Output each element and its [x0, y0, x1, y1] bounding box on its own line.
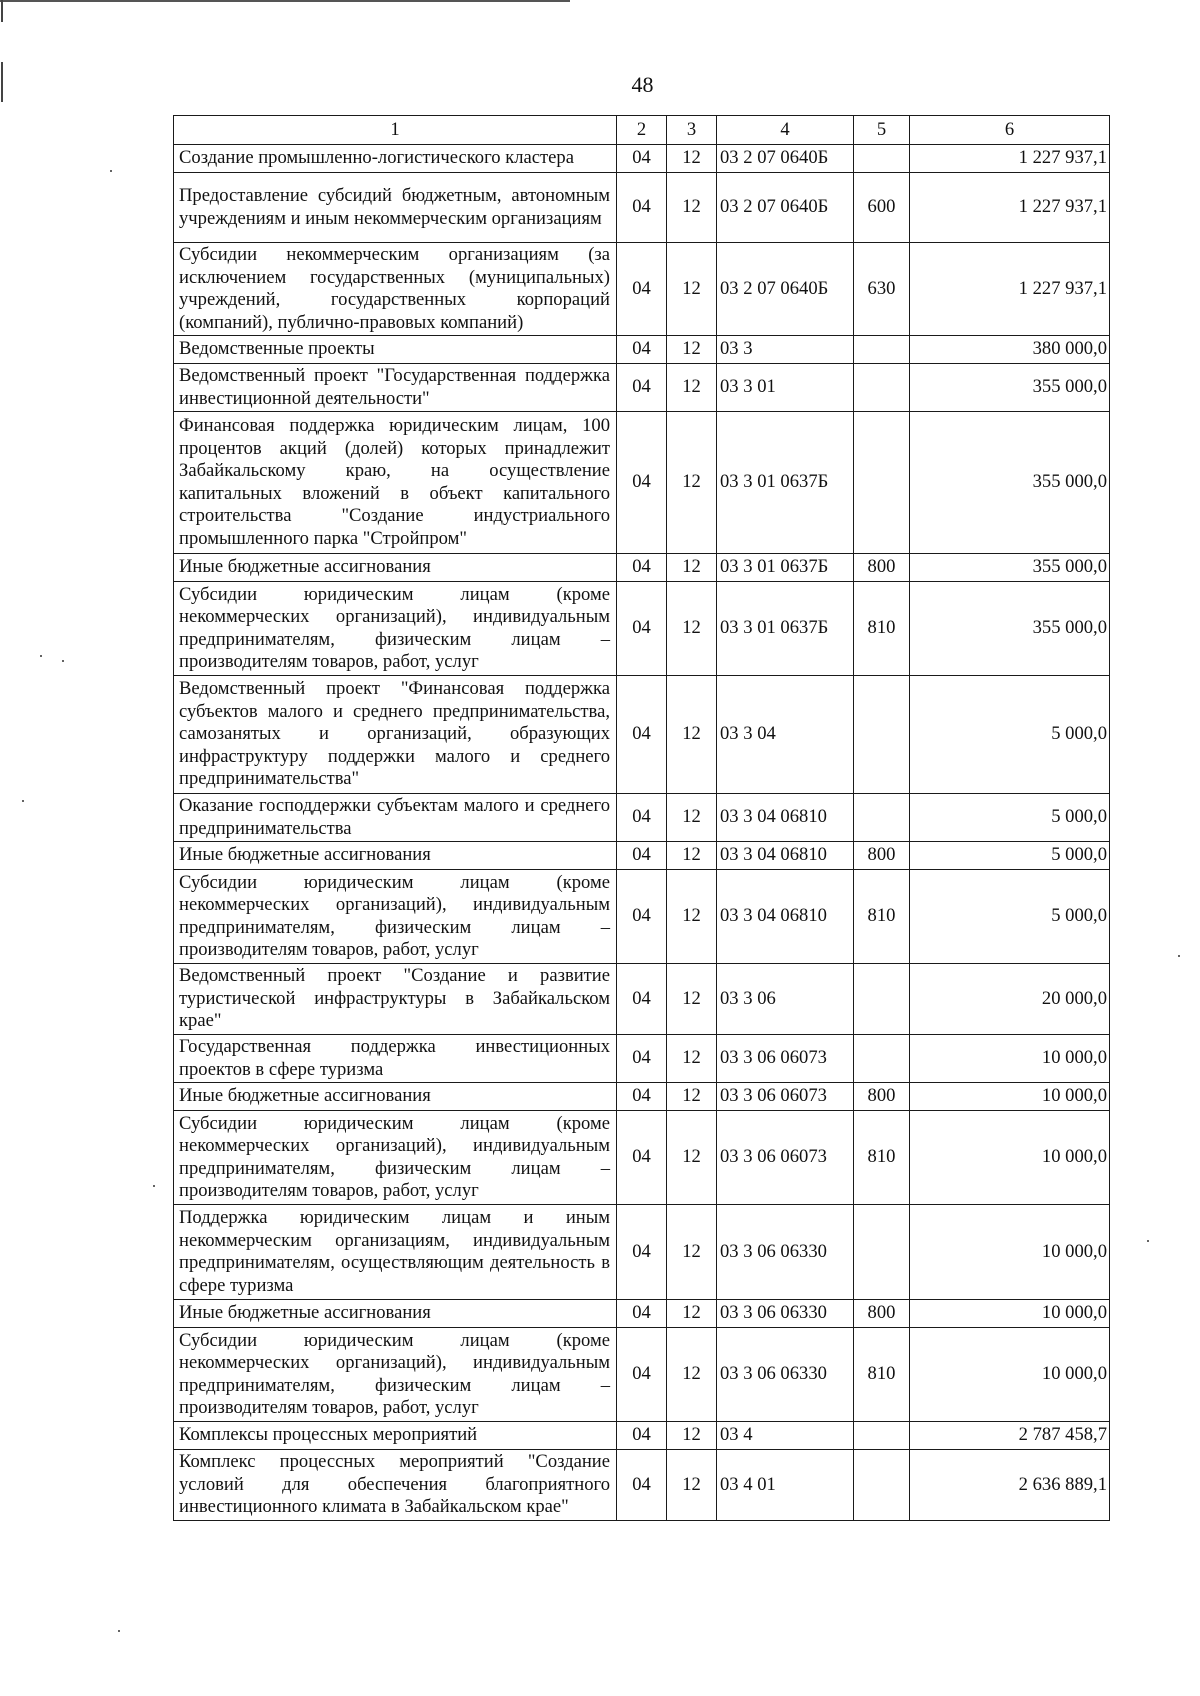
row-section: 04: [617, 1422, 667, 1450]
row-subsection: 12: [667, 145, 717, 173]
column-header-expense-type: 5: [854, 116, 910, 145]
table-row: [174, 364, 1110, 412]
table-row: [174, 582, 1110, 676]
row-expense-type: 810: [854, 582, 910, 676]
row-section: 04: [617, 964, 667, 1035]
row-subsection: 12: [667, 1083, 717, 1111]
row-expense-type: 800: [854, 554, 910, 582]
row-subsection: 12: [667, 1422, 717, 1450]
row-section: 04: [617, 582, 667, 676]
row-amount: 1 227 937,1: [910, 145, 1110, 173]
scan-left-mark: [1, 0, 3, 22]
table-row: [174, 243, 1110, 336]
row-subsection: 12: [667, 1300, 717, 1328]
row-subsection: 12: [667, 1035, 717, 1083]
row-name: Иные бюджетные ассигнования: [174, 842, 617, 870]
scan-dot: [22, 800, 24, 802]
row-amount: 1 227 937,1: [910, 243, 1110, 336]
row-expense-type: [854, 1035, 910, 1083]
row-subsection: 12: [667, 554, 717, 582]
row-section: 04: [617, 1083, 667, 1111]
row-name: Субсидии юридическим лицам (кроме некоммерческих организаций), индивидуальным предпринимателям, физическим лицам – производителям товаров, работ, услуг: [174, 1111, 617, 1205]
row-target-article: 03 3 06: [717, 964, 854, 1035]
row-target-article: 03 3 06 06073: [717, 1083, 854, 1111]
table-row: [174, 336, 1110, 364]
row-amount: 20 000,0: [910, 964, 1110, 1035]
row-target-article: 03 3 01 0637Б: [717, 582, 854, 676]
row-section: 04: [617, 336, 667, 364]
row-name: Комплексы процессных мероприятий: [174, 1422, 617, 1450]
table-row: [174, 1300, 1110, 1328]
row-amount: 10 000,0: [910, 1083, 1110, 1111]
row-target-article: 03 3 01: [717, 364, 854, 412]
budget-table: [173, 115, 1110, 1521]
scan-top-rule: [0, 0, 570, 2]
row-expense-type: [854, 145, 910, 173]
row-amount: 1 227 937,1: [910, 173, 1110, 243]
row-target-article: 03 4 01: [717, 1450, 854, 1521]
row-target-article: 03 3 04: [717, 676, 854, 794]
table-row: [174, 412, 1110, 554]
row-subsection: 12: [667, 243, 717, 336]
row-name: Субсидии юридическим лицам (кроме некоммерческих организаций), индивидуальным предпринимателям, физическим лицам – производителям товаров, работ, услуг: [174, 582, 617, 676]
row-amount: 10 000,0: [910, 1328, 1110, 1422]
row-name: Субсидии юридическим лицам (кроме некоммерческих организаций), индивидуальным предпринимателям, физическим лицам – производителям товаров, работ, услуг: [174, 870, 617, 964]
row-section: 04: [617, 676, 667, 794]
row-subsection: 12: [667, 870, 717, 964]
row-amount: 355 000,0: [910, 554, 1110, 582]
row-amount: 10 000,0: [910, 1300, 1110, 1328]
row-expense-type: [854, 964, 910, 1035]
row-section: 04: [617, 173, 667, 243]
row-section: 04: [617, 1111, 667, 1205]
row-amount: 2 787 458,7: [910, 1422, 1110, 1450]
row-name: Оказание господдержки субъектам малого и среднего предпринимательства: [174, 794, 617, 842]
row-name: Государственная поддержка инвестиционных проектов в сфере туризма: [174, 1035, 617, 1083]
row-target-article: 03 3 04 06810: [717, 794, 854, 842]
table-row: [174, 1035, 1110, 1083]
table-row: [174, 676, 1110, 794]
row-target-article: 03 2 07 0640Б: [717, 243, 854, 336]
row-name: Ведомственный проект "Государственная поддержка инвестиционной деятельности": [174, 364, 617, 412]
row-expense-type: 630: [854, 243, 910, 336]
row-expense-type: 600: [854, 173, 910, 243]
row-target-article: 03 3 01 0637Б: [717, 412, 854, 554]
row-amount: 10 000,0: [910, 1111, 1110, 1205]
row-name: Предоставление субсидий бюджетным, автономным учреждениям и иным некоммерческим организациям: [174, 173, 617, 243]
row-name: Иные бюджетные ассигнования: [174, 1300, 617, 1328]
row-amount: 5 000,0: [910, 794, 1110, 842]
table-row: [174, 842, 1110, 870]
row-name: Поддержка юридическим лицам и иным некоммерческим организациям, индивидуальным предпринимателям, осуществляющим деятельность в сфере туризма: [174, 1205, 617, 1300]
scan-dot: [110, 170, 112, 172]
row-expense-type: [854, 1205, 910, 1300]
row-amount: 5 000,0: [910, 676, 1110, 794]
column-header-target-article: 4: [717, 116, 854, 145]
table-row: [174, 1450, 1110, 1521]
scan-dot: [62, 660, 64, 662]
row-name: Финансовая поддержка юридическим лицам, 100 процентов акций (долей) которых принадлежит Забайкальскому краю, на осуществление капитальных вложений в объект капитального строительства "Создание индустриального промышленного парка "Стройпром": [174, 412, 617, 554]
row-target-article: 03 3: [717, 336, 854, 364]
row-section: 04: [617, 412, 667, 554]
row-subsection: 12: [667, 1205, 717, 1300]
row-expense-type: 810: [854, 1111, 910, 1205]
row-target-article: 03 3 06 06330: [717, 1300, 854, 1328]
row-subsection: 12: [667, 336, 717, 364]
row-section: 04: [617, 1300, 667, 1328]
row-target-article: 03 4: [717, 1422, 854, 1450]
row-target-article: 03 3 04 06810: [717, 870, 854, 964]
row-expense-type: [854, 794, 910, 842]
row-subsection: 12: [667, 842, 717, 870]
row-name: Комплекс процессных мероприятий "Создание условий для обеспечения благоприятного инвестиционного климата в Забайкальском крае": [174, 1450, 617, 1521]
row-amount: 355 000,0: [910, 364, 1110, 412]
row-expense-type: 810: [854, 1328, 910, 1422]
scan-dot: [1147, 1240, 1149, 1242]
row-amount: 5 000,0: [910, 870, 1110, 964]
row-name: Ведомственный проект "Финансовая поддержка субъектов малого и среднего предпринимательства, самозанятых и организаций, образующих инфраструктуру поддержки малого и среднего предпринимательства": [174, 676, 617, 794]
row-subsection: 12: [667, 1450, 717, 1521]
scan-dot: [1178, 955, 1180, 957]
row-expense-type: 800: [854, 1083, 910, 1111]
row-amount: 10 000,0: [910, 1205, 1110, 1300]
table-header-row: [174, 116, 1110, 145]
row-expense-type: 800: [854, 1300, 910, 1328]
row-section: 04: [617, 364, 667, 412]
table-row: [174, 173, 1110, 243]
row-subsection: 12: [667, 364, 717, 412]
row-amount: 2 636 889,1: [910, 1450, 1110, 1521]
column-header-name: 1: [174, 116, 617, 145]
table-row: [174, 870, 1110, 964]
table-row: [174, 1422, 1110, 1450]
row-target-article: 03 2 07 0640Б: [717, 145, 854, 173]
table-row: [174, 1328, 1110, 1422]
row-expense-type: [854, 412, 910, 554]
row-subsection: 12: [667, 173, 717, 243]
row-target-article: 03 3 06 06073: [717, 1111, 854, 1205]
scan-dot: [118, 1630, 120, 1632]
table-row: [174, 964, 1110, 1035]
row-target-article: 03 3 01 0637Б: [717, 554, 854, 582]
row-expense-type: [854, 336, 910, 364]
row-section: 04: [617, 554, 667, 582]
row-amount: 380 000,0: [910, 336, 1110, 364]
column-header-amount: 6: [910, 116, 1110, 145]
row-expense-type: [854, 676, 910, 794]
row-section: 04: [617, 1328, 667, 1422]
row-amount: 355 000,0: [910, 412, 1110, 554]
row-expense-type: 810: [854, 870, 910, 964]
row-expense-type: [854, 1450, 910, 1521]
row-section: 04: [617, 842, 667, 870]
row-amount: 10 000,0: [910, 1035, 1110, 1083]
row-amount: 355 000,0: [910, 582, 1110, 676]
row-section: 04: [617, 1035, 667, 1083]
column-header-subsection: 3: [667, 116, 717, 145]
row-name: Субсидии некоммерческим организациям (за исключением государственных (муниципальных) учреждений, государственных корпораций (компаний), публично-правовых компаний): [174, 243, 617, 336]
scan-dot: [40, 655, 42, 657]
row-expense-type: 800: [854, 842, 910, 870]
row-name: Ведомственные проекты: [174, 336, 617, 364]
row-target-article: 03 3 06 06330: [717, 1328, 854, 1422]
table-row: [174, 794, 1110, 842]
row-name: Иные бюджетные ассигнования: [174, 1083, 617, 1111]
row-name: Иные бюджетные ассигнования: [174, 554, 617, 582]
row-subsection: 12: [667, 582, 717, 676]
scan-dot: [153, 1185, 155, 1187]
row-target-article: 03 3 06 06330: [717, 1205, 854, 1300]
table-row: [174, 1205, 1110, 1300]
row-section: 04: [617, 1450, 667, 1521]
row-name: Субсидии юридическим лицам (кроме некоммерческих организаций), индивидуальным предпринимателям, физическим лицам – производителям товаров, работ, услуг: [174, 1328, 617, 1422]
table-row: [174, 554, 1110, 582]
row-subsection: 12: [667, 412, 717, 554]
row-section: 04: [617, 794, 667, 842]
row-subsection: 12: [667, 964, 717, 1035]
row-subsection: 12: [667, 794, 717, 842]
row-subsection: 12: [667, 676, 717, 794]
table-row: [174, 145, 1110, 173]
row-subsection: 12: [667, 1328, 717, 1422]
page-number: 48: [631, 72, 654, 97]
row-expense-type: [854, 364, 910, 412]
row-target-article: 03 3 04 06810: [717, 842, 854, 870]
row-expense-type: [854, 1422, 910, 1450]
row-target-article: 03 3 06 06073: [717, 1035, 854, 1083]
row-section: 04: [617, 145, 667, 173]
row-section: 04: [617, 1205, 667, 1300]
row-target-article: 03 2 07 0640Б: [717, 173, 854, 243]
column-header-section: 2: [617, 116, 667, 145]
table-row: [174, 1111, 1110, 1205]
row-amount: 5 000,0: [910, 842, 1110, 870]
table-row: [174, 1083, 1110, 1111]
row-name: Ведомственный проект "Создание и развитие туристической инфраструктуры в Забайкальском крае": [174, 964, 617, 1035]
row-subsection: 12: [667, 1111, 717, 1205]
row-section: 04: [617, 243, 667, 336]
row-name: Создание промышленно-логистического кластера: [174, 145, 617, 173]
row-section: 04: [617, 870, 667, 964]
